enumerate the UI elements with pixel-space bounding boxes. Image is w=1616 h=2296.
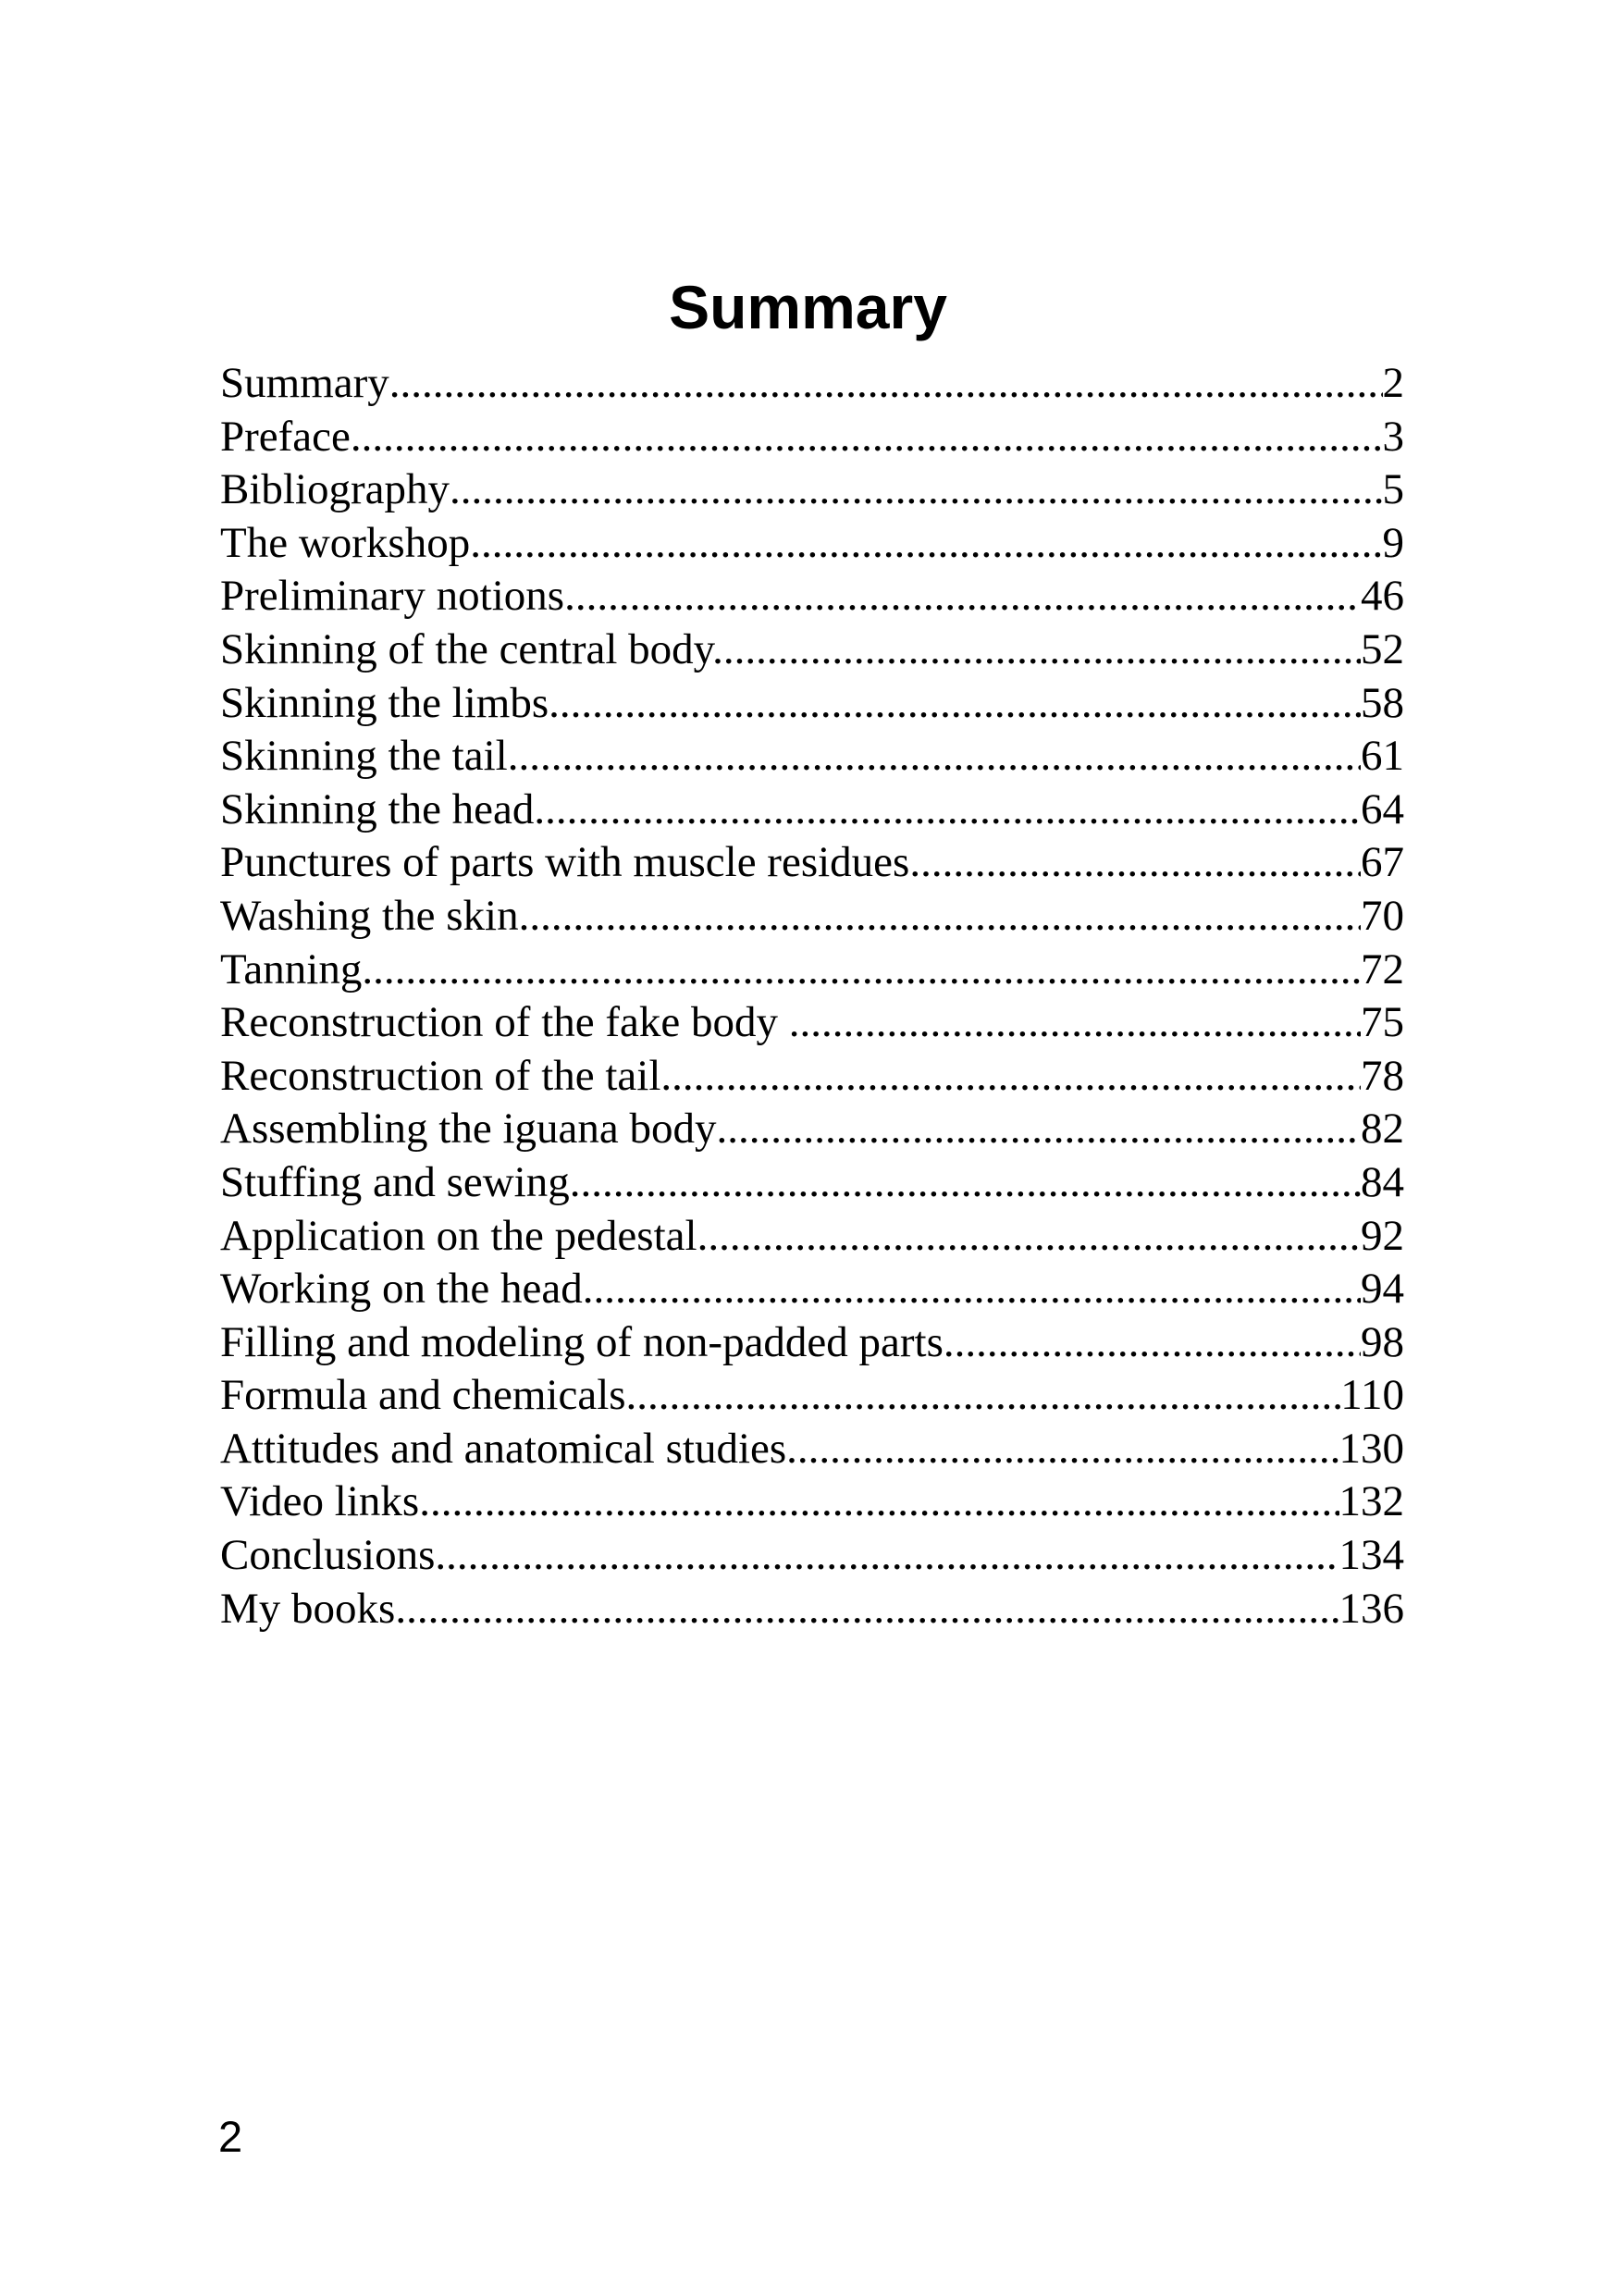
toc-leader-dots xyxy=(723,623,1361,677)
toc-entry-page: 134 xyxy=(1338,1531,1404,1580)
toc-entry[interactable] xyxy=(220,677,1404,731)
toc-leader-dots xyxy=(518,730,1361,784)
toc-entry-page: 82 xyxy=(1361,1105,1404,1154)
toc-leader-dots xyxy=(519,890,1361,944)
toc-entry-page: 70 xyxy=(1361,891,1404,940)
toc-entry-label: Tanning xyxy=(220,944,363,994)
toc-entry[interactable] xyxy=(220,570,1404,623)
toc-leader-dots xyxy=(717,1103,1361,1156)
toc-entry[interactable] xyxy=(220,944,1404,997)
toc-leader-dots xyxy=(534,784,1361,837)
toc-leader-dots xyxy=(583,1263,1361,1316)
toc-entry-label: Assembling the iguana body xyxy=(220,1105,717,1154)
toc-entry[interactable] xyxy=(220,1263,1404,1316)
toc-entry[interactable] xyxy=(220,1423,1404,1476)
toc-entry[interactable] xyxy=(220,996,1404,1050)
toc-entry[interactable] xyxy=(220,890,1404,944)
toc-entry-label: Stuffing and sewing xyxy=(220,1157,570,1206)
toc-entry-page: 75 xyxy=(1361,998,1404,1047)
toc-entry-page: 5 xyxy=(1382,465,1404,514)
toc-entry-page: 94 xyxy=(1361,1265,1404,1314)
toc-leader-dots xyxy=(909,836,1361,890)
toc-entry-label: Filling and modeling of non-padded parts xyxy=(220,1317,944,1366)
toc-entry-page: 67 xyxy=(1361,838,1404,887)
page-number: 2 xyxy=(218,2112,243,2161)
toc-entry[interactable] xyxy=(220,623,1404,677)
toc-entry-page: 9 xyxy=(1382,518,1404,567)
toc-entry-label: Preliminary notions xyxy=(220,572,565,621)
toc-entry-page: 132 xyxy=(1338,1477,1404,1526)
toc-leader-dots xyxy=(389,357,1383,411)
toc-leader-dots xyxy=(560,677,1361,731)
toc-entry[interactable] xyxy=(220,1475,1404,1529)
toc-entry[interactable] xyxy=(220,730,1404,784)
toc-entry[interactable] xyxy=(220,517,1404,571)
toc-entry-label: Punctures of parts with muscle residues xyxy=(220,838,910,887)
toc-entry-label: Working on the head xyxy=(220,1265,583,1314)
toc-entry-label: Washing the skin xyxy=(220,891,519,940)
toc-entry-page: 98 xyxy=(1361,1317,1404,1366)
toc-entry-page: 2 xyxy=(1382,359,1404,407)
toc-entry[interactable] xyxy=(220,1050,1404,1104)
toc-entry-page: 64 xyxy=(1361,784,1404,833)
toc-leader-dots xyxy=(672,1050,1361,1104)
toc-entry[interactable] xyxy=(220,1316,1404,1370)
toc-leader-dots xyxy=(800,996,1362,1050)
toc-entry-label: Reconstruction of the fake body . xyxy=(220,998,800,1047)
toc-entry-label: Preface xyxy=(220,412,351,461)
toc-entry[interactable] xyxy=(220,1156,1404,1210)
page-title: Summary xyxy=(669,273,947,341)
toc-entry-label: Attitudes and anatomical studies xyxy=(220,1424,787,1473)
toc-leader-dots xyxy=(564,570,1361,623)
toc-entry-page: 130 xyxy=(1338,1424,1404,1473)
toc-entry-label: Application on the pedestal xyxy=(220,1211,697,1260)
toc-leader-dots xyxy=(395,1583,1338,1636)
toc-leader-dots xyxy=(570,1156,1361,1210)
toc-entry[interactable] xyxy=(220,784,1404,837)
toc-entry[interactable] xyxy=(220,463,1404,517)
toc-entry[interactable] xyxy=(220,836,1404,890)
toc-entry[interactable] xyxy=(220,1583,1404,1636)
toc-leader-dots xyxy=(944,1316,1361,1370)
toc-entry-page: 110 xyxy=(1340,1371,1404,1420)
toc-entry-label: Conclusions xyxy=(220,1531,436,1580)
toc-entry-label: Skinning the tail. xyxy=(220,732,519,781)
toc-entry[interactable] xyxy=(220,411,1404,464)
toc-leader-dots xyxy=(626,1369,1341,1423)
toc-entry-page: 46 xyxy=(1361,572,1404,621)
toc-entry-label: The workshop xyxy=(220,518,471,567)
toc-leader-dots xyxy=(351,411,1383,464)
toc-entry-label: Skinning of the central body. xyxy=(220,624,723,673)
toc-entry-page: 84 xyxy=(1361,1157,1404,1206)
toc-entry[interactable] xyxy=(220,357,1404,411)
toc-entry-page: 61 xyxy=(1361,732,1404,781)
toc-entry-label: Reconstruction of the tail. xyxy=(220,1051,672,1100)
table-of-contents xyxy=(220,357,1404,1636)
toc-entry-page: 78 xyxy=(1361,1051,1404,1100)
toc-entry-page: 58 xyxy=(1361,678,1404,727)
toc-entry[interactable] xyxy=(220,1103,1404,1156)
toc-leader-dots xyxy=(470,517,1382,571)
toc-leader-dots xyxy=(786,1423,1338,1476)
toc-leader-dots xyxy=(697,1210,1361,1264)
toc-entry-label: Skinning the head xyxy=(220,784,535,833)
toc-entry-label: Skinning the limbs. xyxy=(220,678,560,727)
toc-entry-page: 92 xyxy=(1361,1211,1404,1260)
toc-entry-label: Formula and chemicals xyxy=(220,1371,626,1420)
toc-entry-label: Video links xyxy=(220,1477,420,1526)
toc-entry[interactable] xyxy=(220,1529,1404,1583)
toc-entry-page: 72 xyxy=(1361,944,1404,994)
toc-leader-dots xyxy=(435,1529,1338,1583)
toc-entry[interactable] xyxy=(220,1210,1404,1264)
toc-entry-page: 52 xyxy=(1361,624,1404,673)
toc-entry-page: 3 xyxy=(1382,412,1404,461)
toc-entry-label: My books xyxy=(220,1584,396,1633)
toc-entry-label: Bibliography xyxy=(220,465,450,514)
toc-leader-dots xyxy=(362,944,1361,997)
toc-entry-label: Summary xyxy=(220,359,389,407)
toc-leader-dots xyxy=(419,1475,1338,1529)
toc-leader-dots xyxy=(450,463,1382,517)
toc-entry-page: 136 xyxy=(1338,1584,1404,1633)
toc-entry[interactable] xyxy=(220,1369,1404,1423)
